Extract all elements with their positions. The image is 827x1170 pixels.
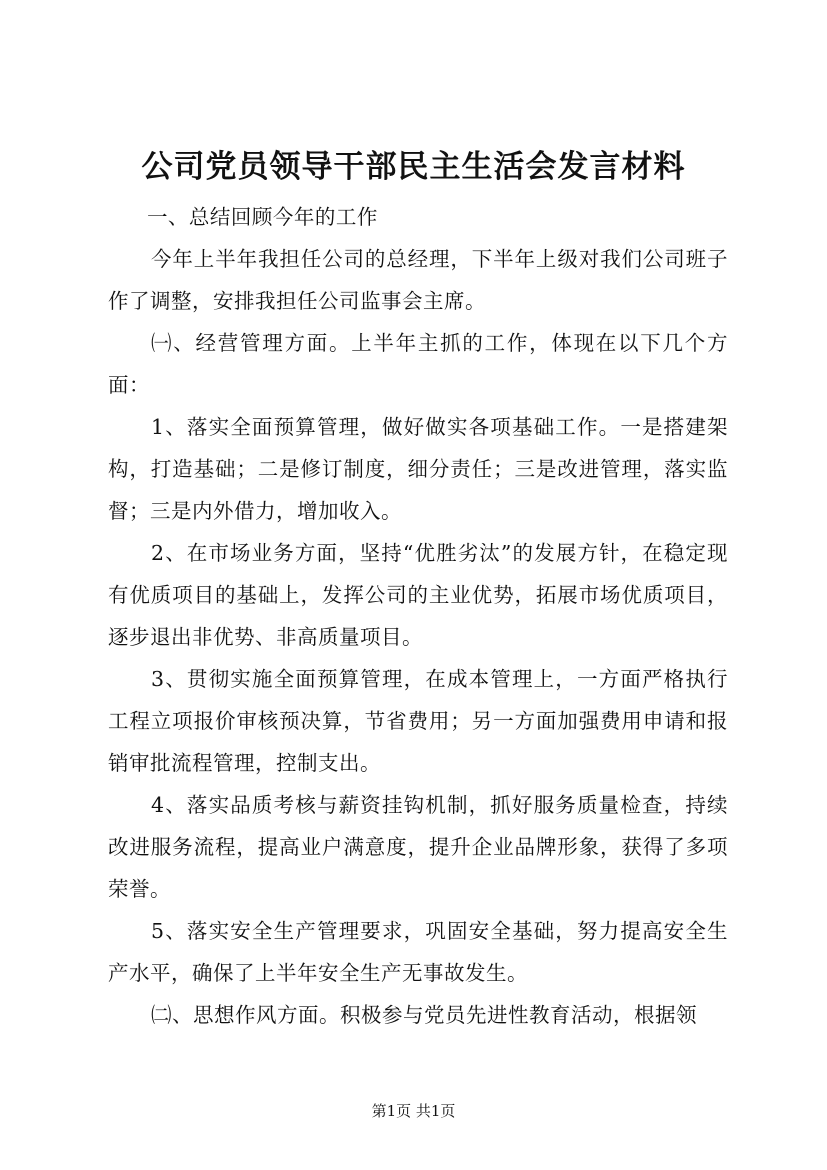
document-body [108,196,728,1036]
paragraph: 1、落实全面预算管理，做好做实各项基础工作。一是搭建架构，打造基础；二是修订制度，细分责任；三是改进管理，落实监督；三是内外借力，增加收入。 [108,415,728,523]
paragraph: ㈠、经营管理方面。上半年主抓的工作，体现在以下几个方面： [108,331,728,397]
section-heading: 一、总结回顾今年的工作 [146,205,378,229]
paragraph: 3、贯彻实施全面预算管理，在成本管理上，一方面严格执行工程立项报价审核预决算，节省费用；另一方面加强费用申请和报销审批流程管理，控制支出。 [108,667,728,775]
paragraph: 4、落实品质考核与薪资挂钩机制，抓好服务质量检查，持续改进服务流程，提高业户满意度，提升企业品牌形象，获得了多项荣誉。 [108,793,728,901]
paragraph: 5、落实安全生产管理要求，巩固安全基础，努力提高安全生产水平，确保了上半年安全生产无事故发生。 [108,919,728,985]
document-title: 公司党员领导干部民主生活会发言材料 [141,149,686,185]
paragraph: 2、在市场业务方面，坚持“优胜劣汰”的发展方针，在稳定现有优质项目的基础上，发挥公司的主业优势，拓展市场优质项目，逐步退出非优势、非高质量项目。 [108,541,728,649]
page-footer: 第1页 共1页 [371,1102,456,1120]
paragraph: 今年上半年我担任公司的总经理，下半年上级对我们公司班子作了调整，安排我担任公司监事会主席。 [108,247,728,313]
paragraph: ㈡、思想作风方面。积极参与党员先进性教育活动，根据领 [151,1003,698,1027]
